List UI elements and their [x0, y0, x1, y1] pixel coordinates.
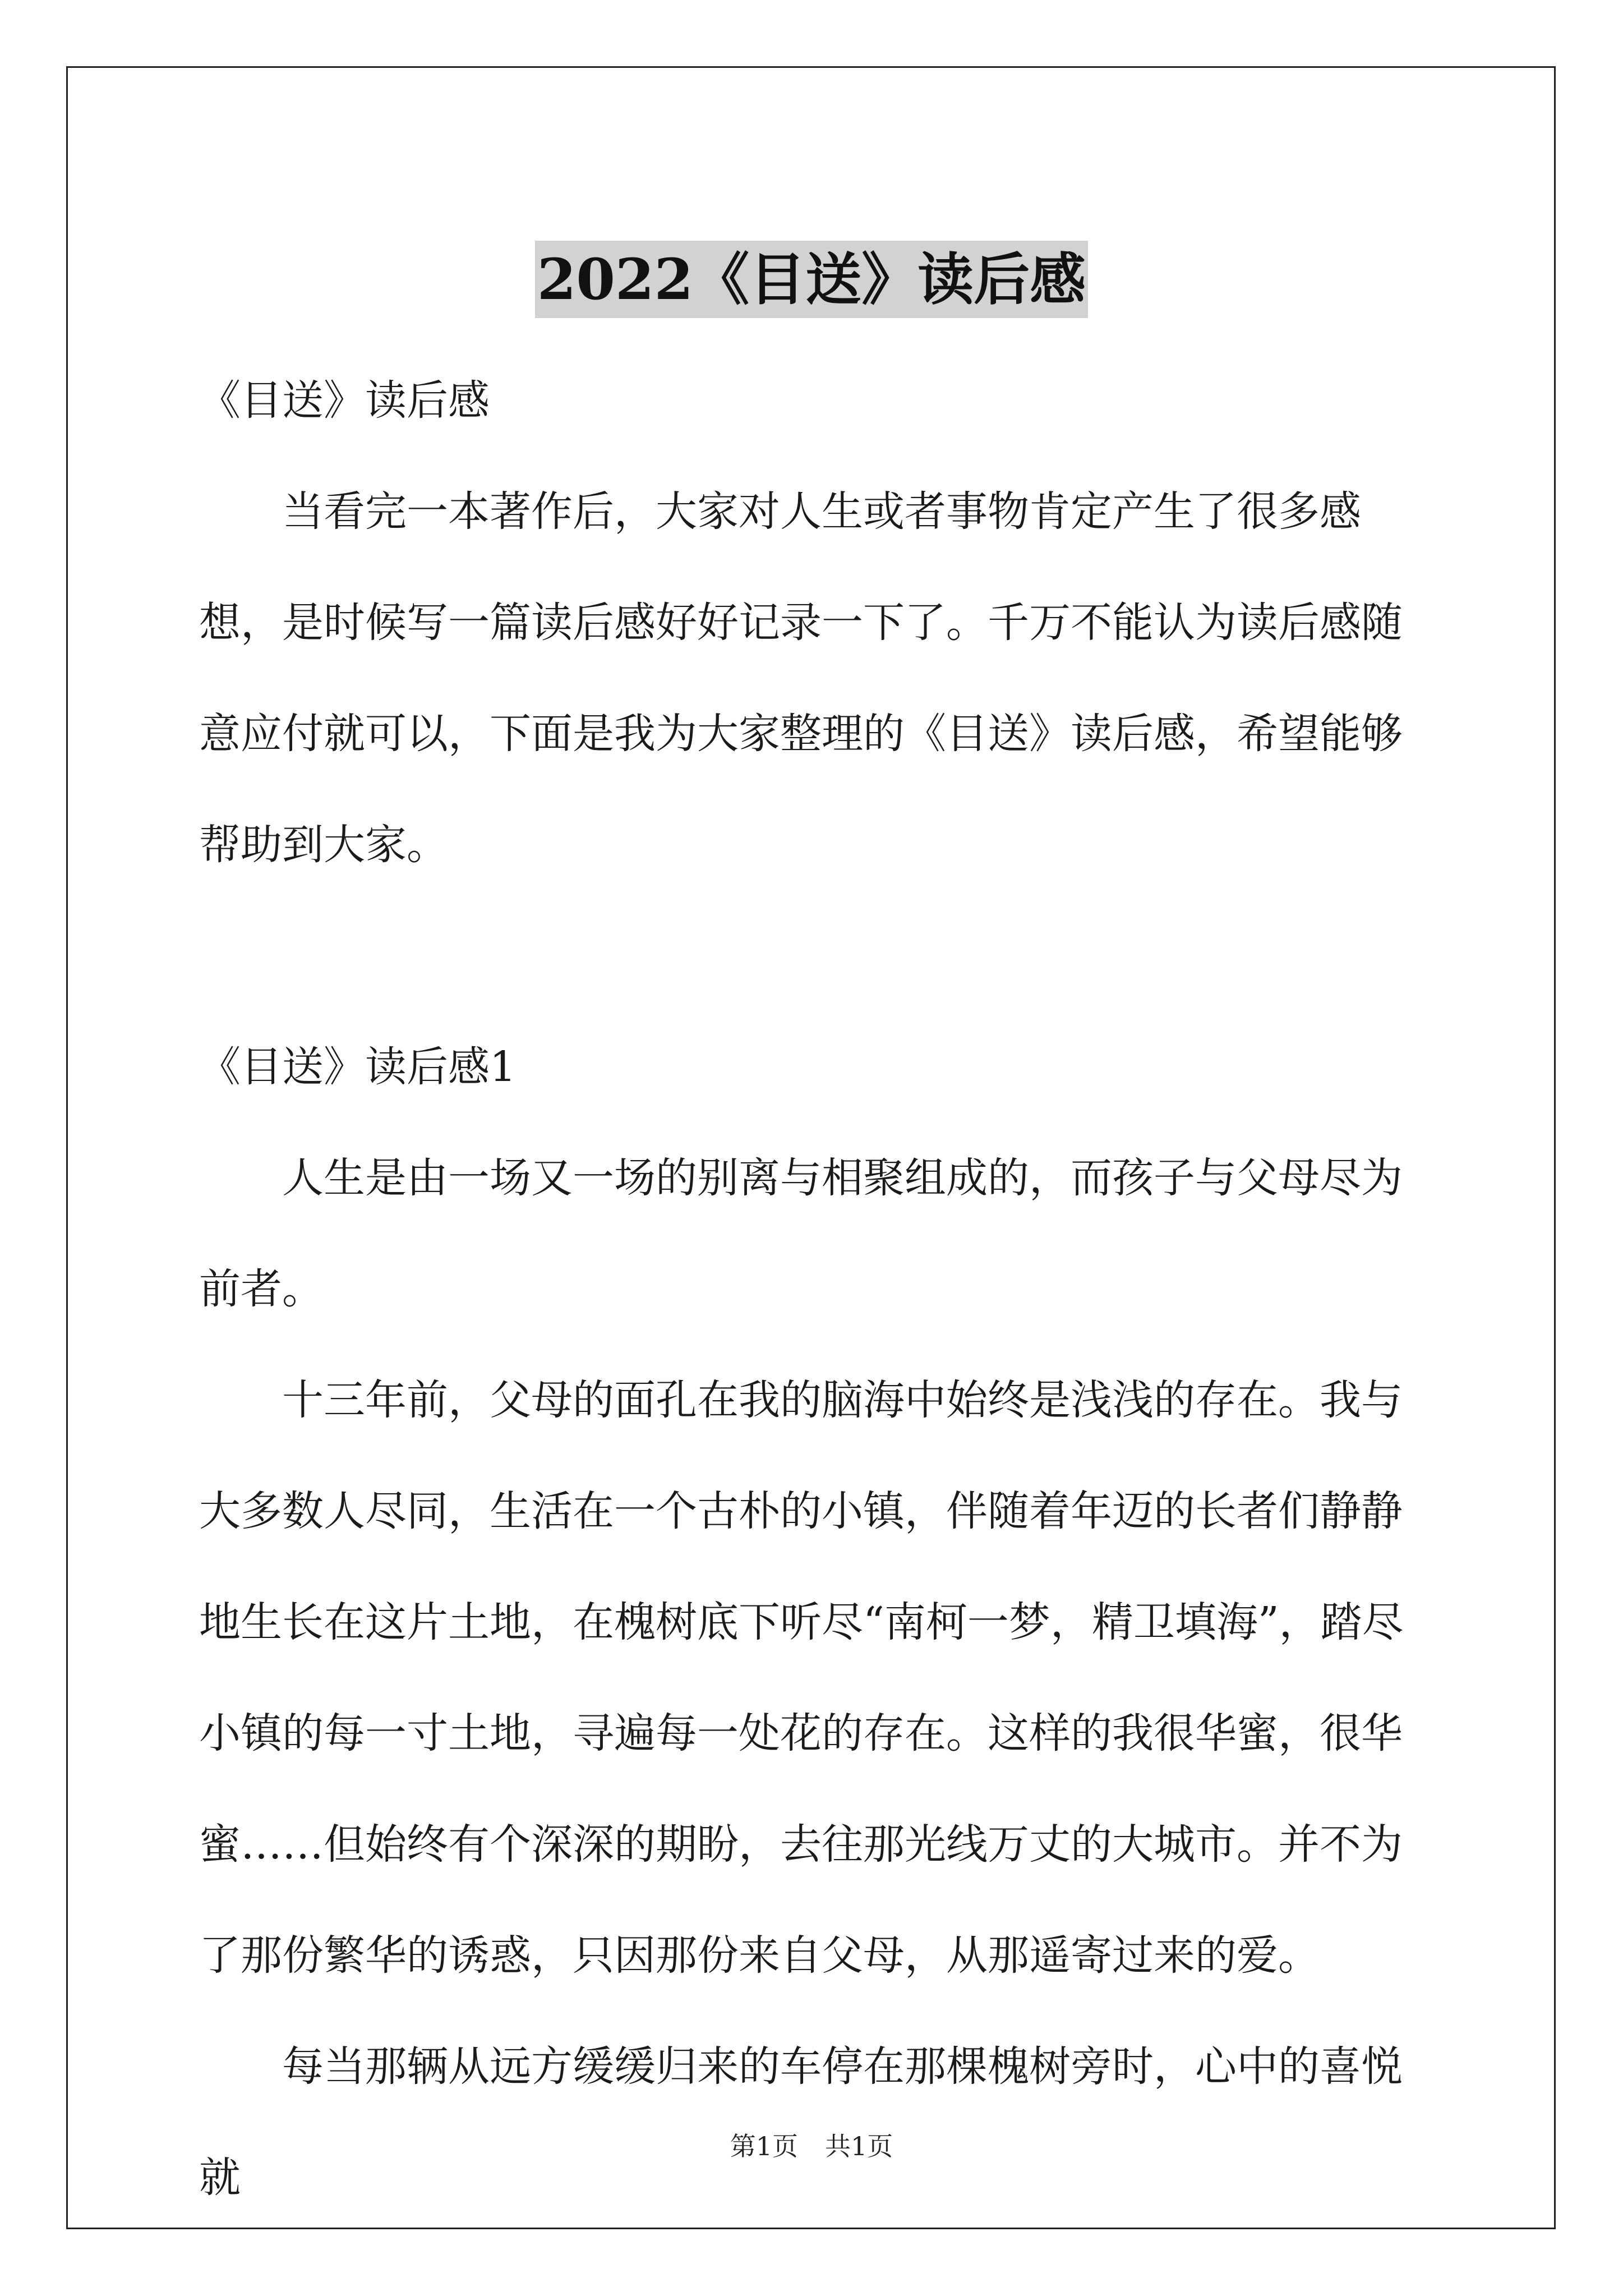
section-heading: 《目送》读后感1: [199, 1043, 517, 1091]
body-paragraph: 十三年前，父母的面孔在我的脑海中始终是浅浅的存在。我与大多数人尽同，生活在一个古朴的小镇，伴随着年迈的长者们静静地生长在这片土地，在槐树底下听尽“南柯一梦，精卫填海”，踏尽小镇的每一寸土地，寻遍每一处花的存在。这样的我很华蜜，很华蜜……但始终有个深深的期盼，去往那光线万丈的大城市。并不为了那份繁华的诱惑，只因那份来自父母，从那遥寄过来的爱。: [199, 1376, 1404, 1980]
page-number: 第1页: [730, 2131, 798, 2161]
page-total: 共1页: [825, 2131, 893, 2161]
intro-heading: 《目送》读后感: [199, 376, 490, 425]
document-title: 2022《目送》读后感: [535, 241, 1088, 318]
intro-paragraph: 当看完一本著作后，大家对人生或者事物肯定产生了很多感想，是时候写一篇读后感好好记录一下了。千万不能认为读后感随意应付就可以，下面是我为大家整理的《目送》读后感，希望能够帮助到大家。: [199, 487, 1403, 869]
body-paragraph: 人生是由一场又一场的别离与相聚组成的，而孩子与父母尽为前者。: [199, 1154, 1403, 1313]
page-footer: [0, 2126, 1623, 2163]
section-spacer: [199, 900, 1433, 1011]
title-container: [0, 203, 1623, 356]
document-body: [199, 345, 1433, 2233]
body-paragraph: 每当那辆从远方缓缓归来的车停在那棵槐树旁时，心中的喜悦就: [199, 2042, 1403, 2202]
